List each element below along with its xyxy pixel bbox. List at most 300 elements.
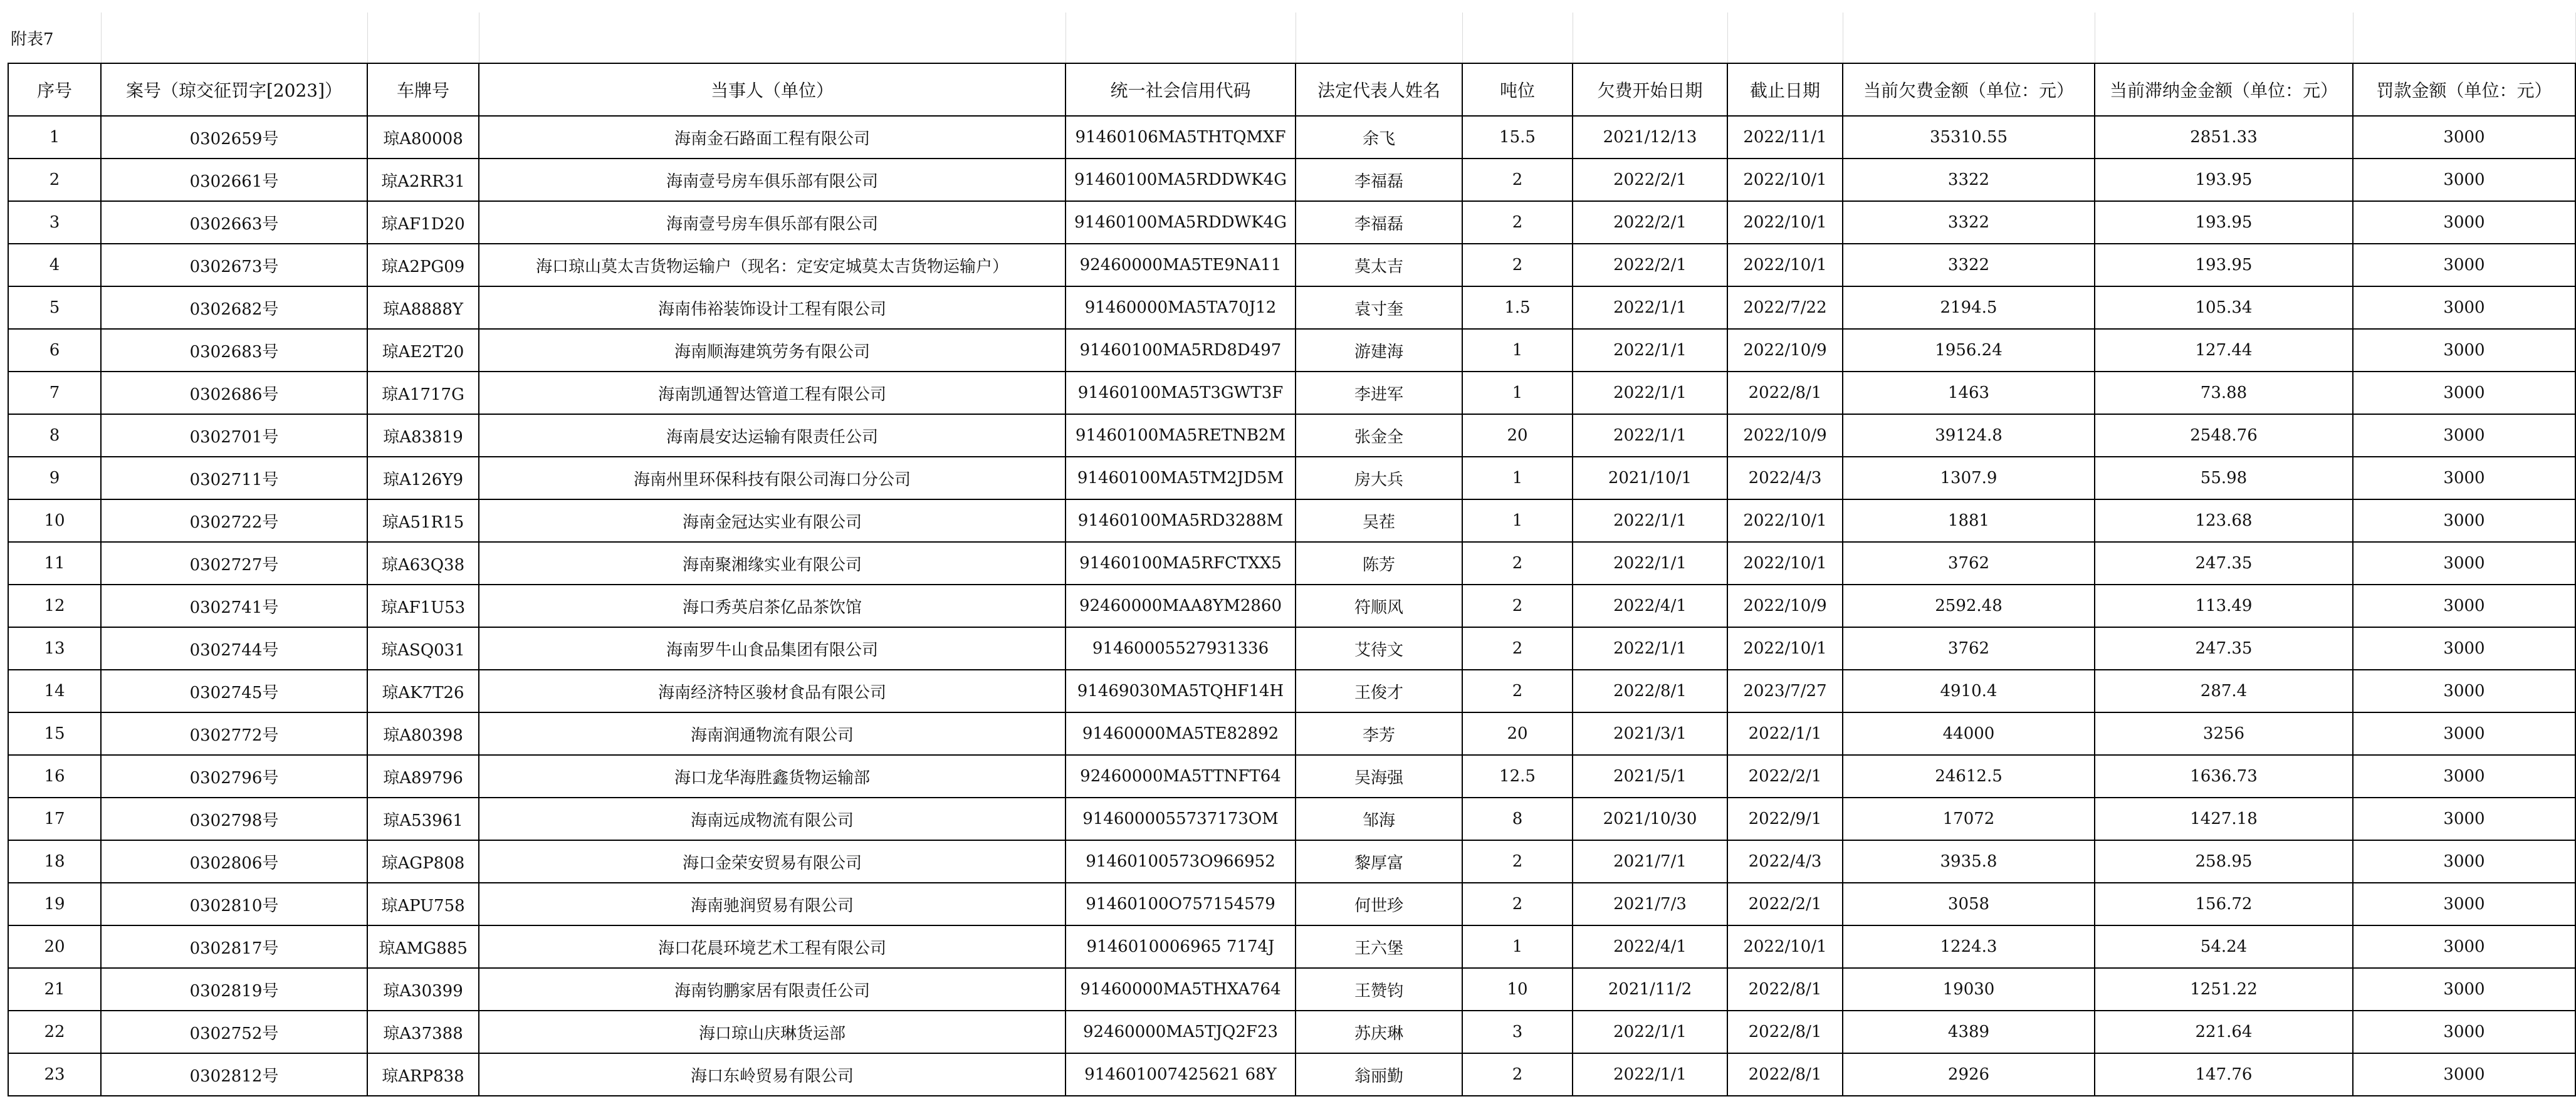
row-arrears-cell: 19030 bbox=[1843, 968, 2095, 1011]
row-case-no-cell: 0302701号 bbox=[101, 414, 367, 457]
row-case-no-cell: 0302812号 bbox=[101, 1053, 367, 1096]
row-end-date-cell: 2022/11/1 bbox=[1727, 116, 1843, 159]
row-end-date-cell: 2022/10/9 bbox=[1727, 414, 1843, 457]
table-row bbox=[8, 883, 2575, 925]
empty-cell bbox=[479, 13, 1065, 63]
row-tonnage-cell: 1.5 bbox=[1462, 286, 1573, 329]
row-fine-cell: 3000 bbox=[2353, 1011, 2575, 1053]
row-case-no-cell: 0302796号 bbox=[101, 755, 367, 798]
header-legal-rep: 法定代表人姓名 bbox=[1296, 63, 1462, 116]
row-seq-cell: 18 bbox=[8, 840, 101, 883]
table-row bbox=[8, 244, 2575, 286]
row-end-date-cell: 2022/2/1 bbox=[1727, 883, 1843, 925]
row-fine-cell: 3000 bbox=[2353, 840, 2575, 883]
row-arrears-cell: 3762 bbox=[1843, 627, 2095, 670]
row-case-no-cell: 0302798号 bbox=[101, 798, 367, 840]
row-party-cell: 海南润通物流有限公司 bbox=[479, 712, 1065, 755]
row-legal-rep-cell: 王俊才 bbox=[1296, 670, 1462, 712]
row-seq-cell: 19 bbox=[8, 883, 101, 925]
row-party-cell: 海口东岭贸易有限公司 bbox=[479, 1053, 1065, 1096]
table-row bbox=[8, 840, 2575, 883]
row-credit-code-cell: 92460000MAA8YM2860 bbox=[1065, 585, 1296, 627]
row-seq-cell: 20 bbox=[8, 925, 101, 968]
row-party-cell: 海口秀英启茶亿品茶饮馆 bbox=[479, 585, 1065, 627]
row-seq-cell: 16 bbox=[8, 755, 101, 798]
row-fine-cell: 3000 bbox=[2353, 201, 2575, 244]
row-credit-code-cell: 9146000055737173OM bbox=[1065, 798, 1296, 840]
row-end-date-cell: 2022/4/3 bbox=[1727, 457, 1843, 499]
table-row bbox=[8, 542, 2575, 585]
row-credit-code-cell: 92460000MA5TJQ2F23 bbox=[1065, 1011, 1296, 1053]
row-plate-cell: 琼A2PG09 bbox=[367, 244, 479, 286]
row-credit-code-cell: 91460106MA5THTQMXF bbox=[1065, 116, 1296, 159]
penalty-table bbox=[8, 13, 2576, 1096]
row-case-no-cell: 0302806号 bbox=[101, 840, 367, 883]
row-tonnage-cell: 8 bbox=[1462, 798, 1573, 840]
row-case-no-cell: 0302663号 bbox=[101, 201, 367, 244]
row-plate-cell: 琼ARP838 bbox=[367, 1053, 479, 1096]
row-fine-cell: 3000 bbox=[2353, 755, 2575, 798]
row-plate-cell: 琼AE2T20 bbox=[367, 329, 479, 372]
row-seq-cell: 17 bbox=[8, 798, 101, 840]
row-tonnage-cell: 3 bbox=[1462, 1011, 1573, 1053]
row-credit-code-cell: 91460000MA5THXA764 bbox=[1065, 968, 1296, 1011]
row-end-date-cell: 2022/10/1 bbox=[1727, 499, 1843, 542]
table-row bbox=[8, 201, 2575, 244]
row-seq-cell: 10 bbox=[8, 499, 101, 542]
row-credit-code-cell: 91460100573O966952 bbox=[1065, 840, 1296, 883]
row-seq-cell: 21 bbox=[8, 968, 101, 1011]
row-party-cell: 海南晨安达运输有限责任公司 bbox=[479, 414, 1065, 457]
row-seq-cell: 23 bbox=[8, 1053, 101, 1096]
row-tonnage-cell: 2 bbox=[1462, 670, 1573, 712]
row-arrears-cell: 1463 bbox=[1843, 372, 2095, 414]
row-credit-code-cell: 91460100MA5RFCTXX5 bbox=[1065, 542, 1296, 585]
row-arrears-cell: 3935.8 bbox=[1843, 840, 2095, 883]
row-case-no-cell: 0302682号 bbox=[101, 286, 367, 329]
row-fine-cell: 3000 bbox=[2353, 116, 2575, 159]
header-fine: 罚款金额（单位：元） bbox=[2353, 63, 2575, 116]
row-arrears-cell: 35310.55 bbox=[1843, 116, 2095, 159]
empty-cell bbox=[1296, 13, 1462, 63]
row-arrears-cell: 1224.3 bbox=[1843, 925, 2095, 968]
row-plate-cell: 琼A1717G bbox=[367, 372, 479, 414]
empty-cell bbox=[2095, 13, 2353, 63]
row-tonnage-cell: 15.5 bbox=[1462, 116, 1573, 159]
table-row bbox=[8, 414, 2575, 457]
row-party-cell: 海南罗牛山食品集团有限公司 bbox=[479, 627, 1065, 670]
row-late-fee-cell: 2851.33 bbox=[2095, 116, 2353, 159]
row-start-date-cell: 2022/1/1 bbox=[1573, 1011, 1727, 1053]
row-start-date-cell: 2021/12/13 bbox=[1573, 116, 1727, 159]
row-start-date-cell: 2022/2/1 bbox=[1573, 159, 1727, 201]
empty-cell bbox=[1462, 13, 1573, 63]
row-late-fee-cell: 1636.73 bbox=[2095, 755, 2353, 798]
row-late-fee-cell: 247.35 bbox=[2095, 542, 2353, 585]
row-plate-cell: 琼A80008 bbox=[367, 116, 479, 159]
row-late-fee-cell: 123.68 bbox=[2095, 499, 2353, 542]
row-plate-cell: 琼A30399 bbox=[367, 968, 479, 1011]
row-fine-cell: 3000 bbox=[2353, 798, 2575, 840]
row-case-no-cell: 0302817号 bbox=[101, 925, 367, 968]
row-arrears-cell: 1307.9 bbox=[1843, 457, 2095, 499]
row-late-fee-cell: 2548.76 bbox=[2095, 414, 2353, 457]
table-row bbox=[8, 1053, 2575, 1096]
row-credit-code-cell: 91460100MA5RDDWK4G bbox=[1065, 159, 1296, 201]
row-fine-cell: 3000 bbox=[2353, 1053, 2575, 1096]
row-legal-rep-cell: 吴茬 bbox=[1296, 499, 1462, 542]
row-start-date-cell: 2022/1/1 bbox=[1573, 372, 1727, 414]
row-legal-rep-cell: 房大兵 bbox=[1296, 457, 1462, 499]
row-party-cell: 海口金荣安贸易有限公司 bbox=[479, 840, 1065, 883]
row-arrears-cell: 3322 bbox=[1843, 244, 2095, 286]
row-plate-cell: 琼AF1U53 bbox=[367, 585, 479, 627]
header-late-fee: 当前滞纳金金额（单位：元） bbox=[2095, 63, 2353, 116]
row-arrears-cell: 3322 bbox=[1843, 159, 2095, 201]
header-arrears: 当前欠费金额（单位：元） bbox=[1843, 63, 2095, 116]
row-arrears-cell: 44000 bbox=[1843, 712, 2095, 755]
row-arrears-cell: 1956.24 bbox=[1843, 329, 2095, 372]
row-plate-cell: 琼A80398 bbox=[367, 712, 479, 755]
header-seq: 序号 bbox=[8, 63, 101, 116]
row-tonnage-cell: 2 bbox=[1462, 201, 1573, 244]
row-fine-cell: 3000 bbox=[2353, 159, 2575, 201]
row-credit-code-cell: 91460100MA5RDDWK4G bbox=[1065, 201, 1296, 244]
row-tonnage-cell: 2 bbox=[1462, 585, 1573, 627]
row-party-cell: 海南远成物流有限公司 bbox=[479, 798, 1065, 840]
row-end-date-cell: 2022/8/1 bbox=[1727, 372, 1843, 414]
row-late-fee-cell: 193.95 bbox=[2095, 201, 2353, 244]
row-start-date-cell: 2022/4/1 bbox=[1573, 585, 1727, 627]
row-start-date-cell: 2021/3/1 bbox=[1573, 712, 1727, 755]
row-credit-code-cell: 91460000MA5TA70J12 bbox=[1065, 286, 1296, 329]
row-plate-cell: 琼ASQ031 bbox=[367, 627, 479, 670]
row-seq-cell: 13 bbox=[8, 627, 101, 670]
row-late-fee-cell: 1251.22 bbox=[2095, 968, 2353, 1011]
row-end-date-cell: 2023/7/27 bbox=[1727, 670, 1843, 712]
row-credit-code-cell: 91460005527931336 bbox=[1065, 627, 1296, 670]
row-late-fee-cell: 247.35 bbox=[2095, 627, 2353, 670]
row-plate-cell: 琼AF1D20 bbox=[367, 201, 479, 244]
row-end-date-cell: 2022/10/1 bbox=[1727, 925, 1843, 968]
row-plate-cell: 琼A89796 bbox=[367, 755, 479, 798]
row-party-cell: 海南钧鹏家居有限责任公司 bbox=[479, 968, 1065, 1011]
row-legal-rep-cell: 李福磊 bbox=[1296, 201, 1462, 244]
header-row bbox=[8, 63, 2575, 116]
row-late-fee-cell: 287.4 bbox=[2095, 670, 2353, 712]
table-row bbox=[8, 286, 2575, 329]
row-plate-cell: 琼A63Q38 bbox=[367, 542, 479, 585]
row-seq-cell: 7 bbox=[8, 372, 101, 414]
row-fine-cell: 3000 bbox=[2353, 968, 2575, 1011]
row-credit-code-cell: 91460100MA5RETNB2M bbox=[1065, 414, 1296, 457]
empty-cell bbox=[1843, 13, 2095, 63]
row-plate-cell: 琼A83819 bbox=[367, 414, 479, 457]
row-late-fee-cell: 193.95 bbox=[2095, 159, 2353, 201]
row-tonnage-cell: 2 bbox=[1462, 1053, 1573, 1096]
row-legal-rep-cell: 王赞钧 bbox=[1296, 968, 1462, 1011]
empty-cell bbox=[1727, 13, 1843, 63]
row-end-date-cell: 2022/10/9 bbox=[1727, 329, 1843, 372]
row-credit-code-cell: 91460100MA5T3GWT3F bbox=[1065, 372, 1296, 414]
row-case-no-cell: 0302752号 bbox=[101, 1011, 367, 1053]
row-fine-cell: 3000 bbox=[2353, 372, 2575, 414]
table-row bbox=[8, 925, 2575, 968]
row-fine-cell: 3000 bbox=[2353, 585, 2575, 627]
row-seq-cell: 2 bbox=[8, 159, 101, 201]
row-plate-cell: 琼A37388 bbox=[367, 1011, 479, 1053]
row-plate-cell: 琼A2RR31 bbox=[367, 159, 479, 201]
row-seq-cell: 8 bbox=[8, 414, 101, 457]
row-arrears-cell: 2194.5 bbox=[1843, 286, 2095, 329]
row-seq-cell: 6 bbox=[8, 329, 101, 372]
row-late-fee-cell: 73.88 bbox=[2095, 372, 2353, 414]
row-arrears-cell: 2926 bbox=[1843, 1053, 2095, 1096]
row-start-date-cell: 2021/5/1 bbox=[1573, 755, 1727, 798]
row-seq-cell: 12 bbox=[8, 585, 101, 627]
row-end-date-cell: 2022/10/1 bbox=[1727, 159, 1843, 201]
row-party-cell: 海南聚湘缘实业有限公司 bbox=[479, 542, 1065, 585]
row-party-cell: 海南金石路面工程有限公司 bbox=[479, 116, 1065, 159]
row-tonnage-cell: 1 bbox=[1462, 329, 1573, 372]
row-late-fee-cell: 127.44 bbox=[2095, 329, 2353, 372]
row-plate-cell: 琼AMG885 bbox=[367, 925, 479, 968]
row-party-cell: 海南壹号房车俱乐部有限公司 bbox=[479, 159, 1065, 201]
header-plate: 车牌号 bbox=[367, 63, 479, 116]
row-arrears-cell: 24612.5 bbox=[1843, 755, 2095, 798]
row-tonnage-cell: 2 bbox=[1462, 883, 1573, 925]
row-case-no-cell: 0302711号 bbox=[101, 457, 367, 499]
row-late-fee-cell: 221.64 bbox=[2095, 1011, 2353, 1053]
row-arrears-cell: 4389 bbox=[1843, 1011, 2095, 1053]
row-legal-rep-cell: 李进军 bbox=[1296, 372, 1462, 414]
row-end-date-cell: 2022/8/1 bbox=[1727, 968, 1843, 1011]
table-row bbox=[8, 457, 2575, 499]
row-start-date-cell: 2022/1/1 bbox=[1573, 499, 1727, 542]
row-end-date-cell: 2022/10/1 bbox=[1727, 201, 1843, 244]
row-start-date-cell: 2022/1/1 bbox=[1573, 627, 1727, 670]
row-tonnage-cell: 1 bbox=[1462, 499, 1573, 542]
row-legal-rep-cell: 陈芳 bbox=[1296, 542, 1462, 585]
row-legal-rep-cell: 艾待文 bbox=[1296, 627, 1462, 670]
row-start-date-cell: 2022/8/1 bbox=[1573, 670, 1727, 712]
header-start-date: 欠费开始日期 bbox=[1573, 63, 1727, 116]
table-row bbox=[8, 159, 2575, 201]
row-credit-code-cell: 92460000MA5TE9NA11 bbox=[1065, 244, 1296, 286]
row-legal-rep-cell: 张金全 bbox=[1296, 414, 1462, 457]
row-party-cell: 海口龙华海胜鑫货物运输部 bbox=[479, 755, 1065, 798]
row-end-date-cell: 2022/8/1 bbox=[1727, 1011, 1843, 1053]
row-legal-rep-cell: 游建海 bbox=[1296, 329, 1462, 372]
row-fine-cell: 3000 bbox=[2353, 244, 2575, 286]
row-case-no-cell: 0302659号 bbox=[101, 116, 367, 159]
row-fine-cell: 3000 bbox=[2353, 883, 2575, 925]
row-party-cell: 海南金冠达实业有限公司 bbox=[479, 499, 1065, 542]
row-start-date-cell: 2021/7/3 bbox=[1573, 883, 1727, 925]
row-tonnage-cell: 1 bbox=[1462, 925, 1573, 968]
row-end-date-cell: 2022/7/22 bbox=[1727, 286, 1843, 329]
row-legal-rep-cell: 邹海 bbox=[1296, 798, 1462, 840]
table-row bbox=[8, 1011, 2575, 1053]
row-start-date-cell: 2022/1/1 bbox=[1573, 329, 1727, 372]
row-fine-cell: 3000 bbox=[2353, 670, 2575, 712]
row-seq-cell: 9 bbox=[8, 457, 101, 499]
row-start-date-cell: 2022/1/1 bbox=[1573, 414, 1727, 457]
row-end-date-cell: 2022/2/1 bbox=[1727, 755, 1843, 798]
row-tonnage-cell: 2 bbox=[1462, 244, 1573, 286]
row-tonnage-cell: 20 bbox=[1462, 712, 1573, 755]
row-legal-rep-cell: 李福磊 bbox=[1296, 159, 1462, 201]
row-party-cell: 海南凯通智达管道工程有限公司 bbox=[479, 372, 1065, 414]
row-credit-code-cell: 91469030MA5TQHF14H bbox=[1065, 670, 1296, 712]
row-late-fee-cell: 105.34 bbox=[2095, 286, 2353, 329]
row-case-no-cell: 0302722号 bbox=[101, 499, 367, 542]
row-tonnage-cell: 10 bbox=[1462, 968, 1573, 1011]
row-legal-rep-cell: 吴海强 bbox=[1296, 755, 1462, 798]
header-party: 当事人（单位） bbox=[479, 63, 1065, 116]
header-credit-code: 统一社会信用代码 bbox=[1065, 63, 1296, 116]
row-tonnage-cell: 1 bbox=[1462, 372, 1573, 414]
row-case-no-cell: 0302727号 bbox=[101, 542, 367, 585]
table-row bbox=[8, 670, 2575, 712]
header-case-no: 案号（琼交征罚字[2023]） bbox=[101, 63, 367, 116]
row-case-no-cell: 0302744号 bbox=[101, 627, 367, 670]
row-case-no-cell: 0302745号 bbox=[101, 670, 367, 712]
row-credit-code-cell: 91460000MA5TE82892 bbox=[1065, 712, 1296, 755]
row-fine-cell: 3000 bbox=[2353, 499, 2575, 542]
header-end-date: 截止日期 bbox=[1727, 63, 1843, 116]
row-start-date-cell: 2022/2/1 bbox=[1573, 201, 1727, 244]
row-credit-code-cell: 91460100MA5TM2JD5M bbox=[1065, 457, 1296, 499]
table-row bbox=[8, 712, 2575, 755]
row-arrears-cell: 3058 bbox=[1843, 883, 2095, 925]
row-end-date-cell: 2022/4/3 bbox=[1727, 840, 1843, 883]
row-seq-cell: 15 bbox=[8, 712, 101, 755]
row-plate-cell: 琼AK7T26 bbox=[367, 670, 479, 712]
row-fine-cell: 3000 bbox=[2353, 329, 2575, 372]
table-row bbox=[8, 116, 2575, 159]
row-end-date-cell: 2022/9/1 bbox=[1727, 798, 1843, 840]
row-legal-rep-cell: 余飞 bbox=[1296, 116, 1462, 159]
row-legal-rep-cell: 苏庆琳 bbox=[1296, 1011, 1462, 1053]
row-late-fee-cell: 156.72 bbox=[2095, 883, 2353, 925]
row-seq-cell: 1 bbox=[8, 116, 101, 159]
row-start-date-cell: 2022/2/1 bbox=[1573, 244, 1727, 286]
row-late-fee-cell: 3256 bbox=[2095, 712, 2353, 755]
row-case-no-cell: 0302673号 bbox=[101, 244, 367, 286]
row-party-cell: 海南经济特区骏材食品有限公司 bbox=[479, 670, 1065, 712]
row-start-date-cell: 2021/10/1 bbox=[1573, 457, 1727, 499]
row-tonnage-cell: 12.5 bbox=[1462, 755, 1573, 798]
row-plate-cell: 琼APU758 bbox=[367, 883, 479, 925]
empty-cell bbox=[101, 13, 367, 63]
row-late-fee-cell: 258.95 bbox=[2095, 840, 2353, 883]
header-tonnage: 吨位 bbox=[1462, 63, 1573, 116]
row-legal-rep-cell: 何世珍 bbox=[1296, 883, 1462, 925]
row-tonnage-cell: 1 bbox=[1462, 457, 1573, 499]
table-row bbox=[8, 798, 2575, 840]
row-party-cell: 海口花晨环境艺术工程有限公司 bbox=[479, 925, 1065, 968]
row-credit-code-cell: 914601007425621 68Y bbox=[1065, 1053, 1296, 1096]
row-start-date-cell: 2022/4/1 bbox=[1573, 925, 1727, 968]
row-end-date-cell: 2022/1/1 bbox=[1727, 712, 1843, 755]
table-row bbox=[8, 627, 2575, 670]
row-seq-cell: 3 bbox=[8, 201, 101, 244]
row-plate-cell: 琼AGP808 bbox=[367, 840, 479, 883]
row-seq-cell: 14 bbox=[8, 670, 101, 712]
empty-cell bbox=[1573, 13, 1727, 63]
row-case-no-cell: 0302772号 bbox=[101, 712, 367, 755]
row-seq-cell: 5 bbox=[8, 286, 101, 329]
row-case-no-cell: 0302686号 bbox=[101, 372, 367, 414]
row-end-date-cell: 2022/8/1 bbox=[1727, 1053, 1843, 1096]
row-credit-code-cell: 91460100MA5RD8D497 bbox=[1065, 329, 1296, 372]
row-tonnage-cell: 2 bbox=[1462, 159, 1573, 201]
row-late-fee-cell: 147.76 bbox=[2095, 1053, 2353, 1096]
row-tonnage-cell: 2 bbox=[1462, 542, 1573, 585]
row-party-cell: 海南壹号房车俱乐部有限公司 bbox=[479, 201, 1065, 244]
row-plate-cell: 琼A8888Y bbox=[367, 286, 479, 329]
table-body bbox=[8, 116, 2575, 1096]
row-late-fee-cell: 1427.18 bbox=[2095, 798, 2353, 840]
row-arrears-cell: 39124.8 bbox=[1843, 414, 2095, 457]
row-legal-rep-cell: 符顺风 bbox=[1296, 585, 1462, 627]
row-case-no-cell: 0302741号 bbox=[101, 585, 367, 627]
row-tonnage-cell: 20 bbox=[1462, 414, 1573, 457]
row-late-fee-cell: 193.95 bbox=[2095, 244, 2353, 286]
row-start-date-cell: 2021/11/2 bbox=[1573, 968, 1727, 1011]
row-fine-cell: 3000 bbox=[2353, 286, 2575, 329]
row-party-cell: 海南驰润贸易有限公司 bbox=[479, 883, 1065, 925]
row-credit-code-cell: 9146010006965 7174J bbox=[1065, 925, 1296, 968]
row-credit-code-cell: 92460000MA5TTNFT64 bbox=[1065, 755, 1296, 798]
row-seq-cell: 11 bbox=[8, 542, 101, 585]
row-plate-cell: 琼A53961 bbox=[367, 798, 479, 840]
row-start-date-cell: 2021/10/30 bbox=[1573, 798, 1727, 840]
row-start-date-cell: 2021/7/1 bbox=[1573, 840, 1727, 883]
row-case-no-cell: 0302683号 bbox=[101, 329, 367, 372]
empty-cell bbox=[2353, 13, 2575, 63]
table-caption: 附表7 bbox=[8, 13, 101, 63]
row-credit-code-cell: 91460100MA5RD3288M bbox=[1065, 499, 1296, 542]
row-case-no-cell: 0302661号 bbox=[101, 159, 367, 201]
caption-row bbox=[8, 13, 2575, 63]
row-party-cell: 海口琼山莫太吉货物运输户（现名：定安定城莫太吉货物运输户） bbox=[479, 244, 1065, 286]
row-fine-cell: 3000 bbox=[2353, 925, 2575, 968]
row-start-date-cell: 2022/1/1 bbox=[1573, 1053, 1727, 1096]
row-late-fee-cell: 113.49 bbox=[2095, 585, 2353, 627]
row-legal-rep-cell: 袁寸奎 bbox=[1296, 286, 1462, 329]
row-fine-cell: 3000 bbox=[2353, 542, 2575, 585]
row-arrears-cell: 17072 bbox=[1843, 798, 2095, 840]
empty-cell bbox=[367, 13, 479, 63]
row-start-date-cell: 2022/1/1 bbox=[1573, 542, 1727, 585]
row-late-fee-cell: 54.24 bbox=[2095, 925, 2353, 968]
row-legal-rep-cell: 黎厚富 bbox=[1296, 840, 1462, 883]
row-legal-rep-cell: 李芳 bbox=[1296, 712, 1462, 755]
table-row bbox=[8, 755, 2575, 798]
row-legal-rep-cell: 王六堡 bbox=[1296, 925, 1462, 968]
row-end-date-cell: 2022/10/1 bbox=[1727, 542, 1843, 585]
row-arrears-cell: 3762 bbox=[1843, 542, 2095, 585]
row-party-cell: 海南州里环保科技有限公司海口分公司 bbox=[479, 457, 1065, 499]
row-seq-cell: 4 bbox=[8, 244, 101, 286]
row-case-no-cell: 0302819号 bbox=[101, 968, 367, 1011]
row-arrears-cell: 2592.48 bbox=[1843, 585, 2095, 627]
row-plate-cell: 琼A51R15 bbox=[367, 499, 479, 542]
row-legal-rep-cell: 翁丽勤 bbox=[1296, 1053, 1462, 1096]
empty-cell bbox=[1065, 13, 1296, 63]
